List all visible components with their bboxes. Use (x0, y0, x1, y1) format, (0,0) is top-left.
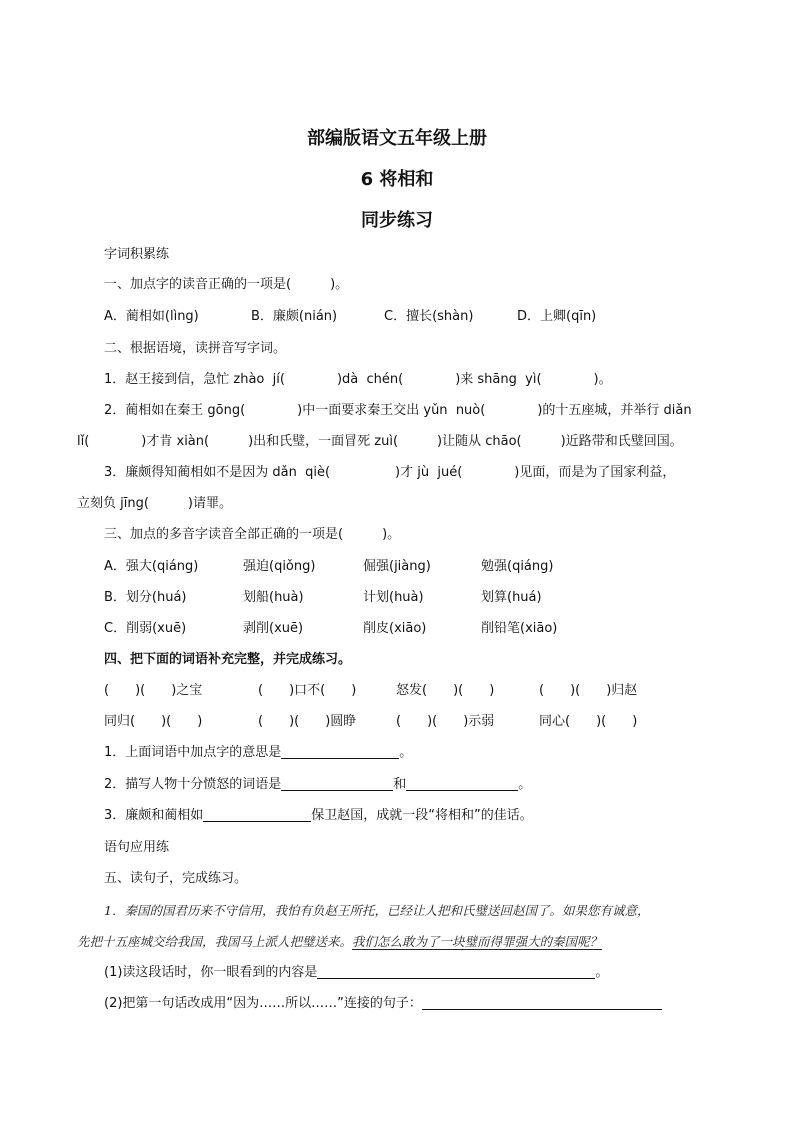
passage-plain-text: 先把十五座城交给我国，我国马上派人把璧送来。 (77, 934, 353, 949)
question-4-sub-3 (104, 807, 533, 825)
question-1-option-a: A．蔺相如(lìng) (104, 309, 199, 324)
sub-2-end: 。 (518, 777, 532, 792)
question-3-stem: 三、加点的多音字读音全部正确的一项是( )。 (104, 527, 401, 542)
option-b-word-1: B．划分(huá) (104, 590, 187, 605)
option-b-word-3: 计划(huà) (363, 590, 424, 605)
section-heading-sentences: 语句应用练 (104, 840, 170, 855)
sub-1-prompt: 1．上面词语中加点字的意思是 (104, 745, 282, 760)
q5-sub-1-end: 。 (595, 965, 609, 980)
question-4-idiom-row-2 (104, 713, 704, 731)
question-1-option-d: D．上卿(qīn) (517, 309, 597, 324)
page-title: 部编版语文五年级上册 (307, 128, 487, 149)
section-heading-vocabulary: 字词积累练 (104, 247, 170, 262)
question-1-stem: 一、加点字的读音正确的一项是( )。 (104, 277, 349, 292)
question-4-idiom-row-1 (104, 682, 704, 700)
sub-3-prompt: 3．廉颇和蔺相如 (104, 808, 204, 823)
question-1-option-c: C．擅长(shàn) (384, 309, 474, 324)
idiom-6: ( )( )圆睁 (258, 714, 357, 729)
sub-2-prompt: 2．描写人物十分愤怒的词语是 (104, 777, 282, 792)
idiom-2: ( )口不( ) (258, 683, 357, 698)
question-3-option-b (104, 589, 704, 607)
option-b-word-4: 划算(huá) (481, 590, 542, 605)
question-4-stem: 四、把下面的词语补充完整，并完成练习。 (104, 652, 352, 667)
sub-2-and: 和 (393, 777, 407, 792)
option-b-word-2: 划船(huà) (243, 590, 304, 605)
question-2-item-3-line-b: 立刻负 jīng( )请罪。 (77, 496, 232, 511)
question-2-item-2-line-a: 2．蔺相如在秦王 gōng( )中一面要求秦王交出 yǔn nuò( )的十五座城，并举行 diǎn (104, 403, 692, 418)
question-2-item-3-line-a: 3．廉颇得知蔺相如不是因为 dǎn qiè( )才 jù jué( )见面，而是为了国家利益， (104, 465, 676, 480)
q5-sub-2-answer-blank[interactable] (422, 995, 662, 1010)
q5-sub-1-answer-blank[interactable] (317, 964, 595, 979)
sub-2-answer-blank-2[interactable] (406, 776, 518, 791)
question-5-sub-2 (104, 995, 662, 1013)
sub-1-answer-blank[interactable] (281, 744, 399, 759)
option-a-word-3: 倔强(jiàng) (363, 559, 431, 574)
question-2-item-1: 1．赵王接到信，急忙 zhào jí( )dà chén( )来 shāng yì( )。 (104, 372, 612, 387)
sub-3-rest: 保卫赵国，成就一段“将相和”的佳话。 (311, 808, 533, 823)
option-a-word-2: 强迫(qiǒng) (243, 559, 316, 574)
idiom-8: 同心( )( ) (539, 714, 638, 729)
sub-1-end: 。 (399, 745, 413, 760)
sub-3-answer-blank[interactable] (203, 807, 311, 822)
exercise-title: 同步练习 (361, 210, 433, 231)
option-c-word-2: 剥削(xuē) (243, 621, 304, 636)
sub-2-answer-blank-1[interactable] (281, 776, 393, 791)
question-3-option-a (104, 558, 704, 576)
q5-sub-1-prompt: (1)读这段话时，你一眼看到的内容是 (104, 965, 318, 980)
lesson-title: 6 将相和 (360, 169, 434, 190)
question-5-sub-1 (104, 964, 608, 982)
option-c-word-4: 削铅笔(xiāo) (481, 621, 558, 636)
q5-sub-2-prompt: (2)把第一句话改成用“因为……所以……”连接的句子： (104, 996, 422, 1011)
idiom-4: ( )( )归赵 (539, 683, 638, 698)
question-5-stem: 五、读句子，完成练习。 (104, 871, 248, 886)
option-a-word-1: A．强大(qiáng) (104, 559, 199, 574)
question-3-option-c (104, 620, 704, 638)
question-2-item-2-line-b: lǐ( )才肯 xiàn( )出和氏璧，一面冒死 zuì( )让随从 chāo( )近路带和氏璧回国。 (77, 434, 683, 449)
idiom-5: 同归( )( ) (104, 714, 203, 729)
option-c-word-1: C．削弱(xuē) (104, 621, 187, 636)
option-c-word-3: 削皮(xiāo) (363, 621, 427, 636)
idiom-7: ( )( )示弱 (396, 714, 495, 729)
passage-underlined-sentence: 我们怎么敢为了一块璧而得罪强大的秦国呢？ (352, 934, 603, 949)
question-4-sub-2 (104, 776, 531, 794)
question-5-passage-line-1: 1．秦国的国君历来不守信用，我怕有负赵王所托，已经让人把和氏璧送回赵国了。如果您有诚意， (104, 903, 650, 918)
question-2-stem: 二、根据语境，读拼音写字词。 (104, 341, 287, 356)
idiom-1: ( )( )之宝 (104, 683, 203, 698)
question-1-option-b: B．廉颇(nián) (251, 309, 338, 324)
idiom-3: 怒发( )( ) (396, 683, 495, 698)
question-4-sub-1 (104, 744, 412, 762)
option-a-word-4: 勉强(qiáng) (481, 559, 554, 574)
question-5-passage-line-2 (77, 933, 602, 951)
